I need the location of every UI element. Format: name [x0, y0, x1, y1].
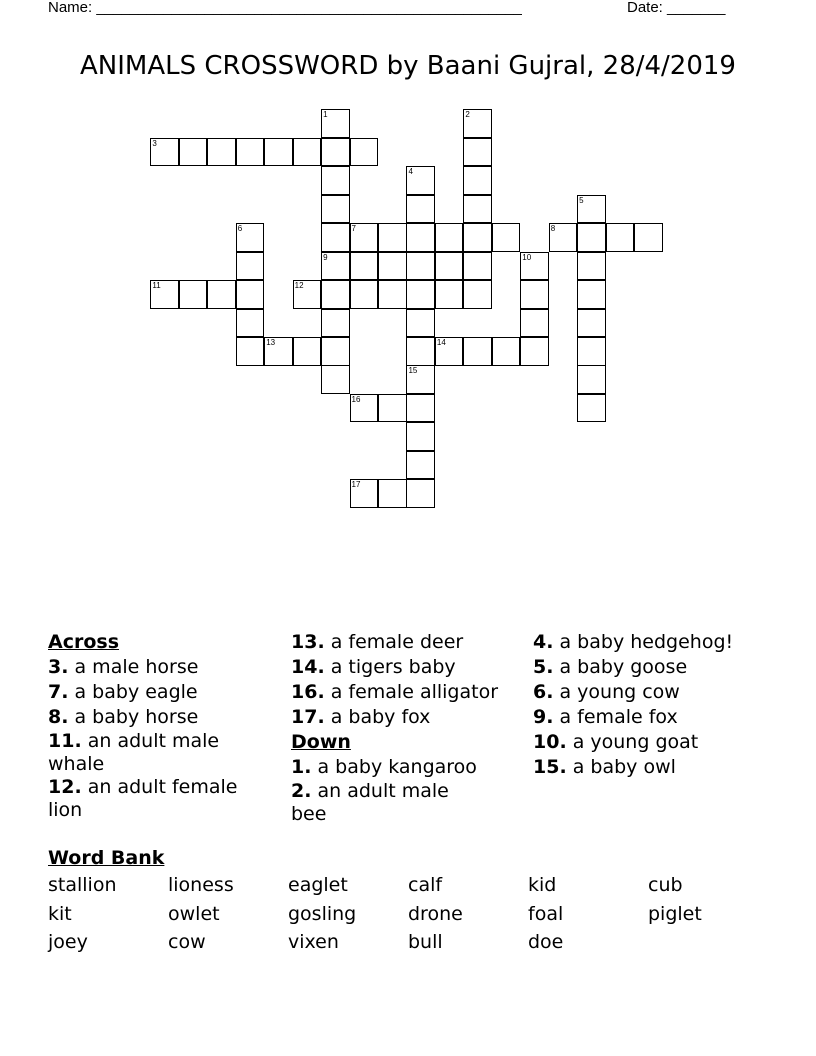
crossword-cell[interactable]: [321, 252, 350, 281]
crossword-cell[interactable]: [520, 309, 549, 338]
clue-text: a female alligator: [330, 681, 499, 703]
clue-across-7: [48, 680, 278, 705]
clue-text: a baby hedgehog!: [559, 631, 734, 653]
clue-text: an adult male whale: [48, 730, 220, 775]
clue-number: 6.: [533, 681, 554, 703]
word-bank-item: calf: [408, 874, 443, 896]
crossword-cell[interactable]: [463, 166, 492, 195]
clue-number: 5.: [533, 656, 554, 678]
clue-number-label: 14: [436, 338, 446, 347]
clue-number-label: 17: [351, 480, 361, 490]
crossword-cell[interactable]: [293, 280, 322, 309]
crossword-cell[interactable]: [463, 138, 492, 167]
clue-number: 16.: [291, 681, 325, 703]
crossword-cell[interactable]: [321, 166, 350, 195]
clue-text: a baby owl: [572, 756, 676, 778]
clue-down-5: [533, 655, 793, 680]
word-bank-item: piglet: [648, 903, 702, 925]
crossword-cell[interactable]: [293, 138, 322, 167]
crossword-cell[interactable]: [463, 109, 492, 138]
crossword-cell[interactable]: [406, 479, 435, 508]
clue-text: a baby horse: [74, 706, 199, 728]
clue-number: 15.: [533, 756, 567, 778]
clue-text: a baby goose: [559, 656, 688, 678]
clue-across-13: [291, 630, 526, 655]
clue-number-label: 6: [237, 224, 243, 234]
crossword-cell[interactable]: [520, 252, 549, 281]
crossword-cell[interactable]: [577, 337, 606, 366]
clue-number-label: 8: [550, 224, 556, 234]
word-bank-item: lioness: [168, 874, 234, 896]
clue-number-label: 1: [323, 110, 328, 120]
clue-text: a baby kangaroo: [317, 756, 477, 778]
crossword-cell[interactable]: [406, 337, 435, 366]
crossword-cell[interactable]: [406, 166, 435, 195]
crossword-cell[interactable]: [406, 252, 435, 281]
crossword-cell[interactable]: [350, 394, 379, 423]
crossword-cell[interactable]: [406, 195, 435, 224]
clue-text: a female fox: [559, 706, 678, 728]
crossword-cell[interactable]: [321, 365, 350, 394]
crossword-cell[interactable]: [577, 195, 606, 224]
clue-number-label: 11: [152, 281, 161, 291]
crossword-cell[interactable]: [378, 280, 407, 309]
crossword-cell[interactable]: [520, 280, 549, 309]
clue-text: a male horse: [74, 656, 199, 678]
crossword-cell[interactable]: [150, 280, 179, 309]
word-bank-item: bull: [408, 931, 443, 953]
word-bank-item: doe: [528, 931, 564, 953]
name-line[interactable]: Name: ___________________________________________________: [48, 0, 522, 16]
crossword-cell[interactable]: [293, 337, 322, 366]
word-bank-item: eaglet: [288, 874, 348, 896]
crossword-cell[interactable]: [435, 252, 464, 281]
clue-across-17: [291, 705, 526, 730]
crossword-cell[interactable]: [549, 223, 578, 252]
clue-across-8: [48, 705, 278, 730]
crossword-cell[interactable]: [236, 252, 265, 281]
crossword-cell[interactable]: [435, 223, 464, 252]
clue-down-1: [291, 755, 526, 780]
word-bank-item: stallion: [48, 874, 117, 896]
word-bank-item: gosling: [288, 903, 357, 925]
crossword-cell[interactable]: [321, 337, 350, 366]
crossword-cell[interactable]: [406, 394, 435, 423]
crossword-cell[interactable]: [236, 309, 265, 338]
crossword-cell[interactable]: [179, 138, 208, 167]
clue-text: a baby fox: [330, 706, 431, 728]
clue-across-16: [291, 680, 526, 705]
crossword-cell[interactable]: [577, 223, 606, 252]
clue-number-label: 5: [579, 195, 584, 205]
crossword-cell[interactable]: [435, 280, 464, 309]
clue-number: 14.: [291, 656, 325, 678]
clue-down-2: [291, 780, 481, 826]
clue-text: an adult female lion: [48, 776, 238, 821]
clue-down-9: [533, 705, 793, 730]
crossword-cell[interactable]: [264, 138, 293, 167]
word-bank-heading: Word Bank: [48, 847, 165, 869]
clue-down-15: [533, 755, 793, 780]
crossword-cell[interactable]: [378, 394, 407, 423]
crossword-cell[interactable]: [321, 138, 350, 167]
crossword-cell[interactable]: [236, 223, 265, 252]
crossword-cell[interactable]: [236, 138, 265, 167]
clue-number-label: 12: [294, 281, 304, 291]
clue-number: 11.: [48, 730, 82, 752]
crossword-cell[interactable]: [577, 394, 606, 423]
clues-column-2: [291, 630, 526, 826]
crossword-cell[interactable]: [236, 280, 265, 309]
clue-number-label: 9: [323, 252, 328, 262]
clue-number: 9.: [533, 706, 554, 728]
crossword-cell[interactable]: [577, 280, 606, 309]
word-bank-item: kid: [528, 874, 557, 896]
down-heading: Down: [291, 731, 351, 753]
crossword-cell[interactable]: [321, 280, 350, 309]
crossword-cell[interactable]: [350, 280, 379, 309]
clue-text: a baby eagle: [74, 681, 198, 703]
clue-number-label: 13: [266, 338, 276, 347]
clue-across-11: [48, 730, 248, 776]
clue-number-label: 4: [408, 167, 413, 177]
crossword-cell[interactable]: [378, 479, 407, 508]
crossword-cell[interactable]: [236, 337, 265, 366]
word-bank-item: foal: [528, 903, 564, 925]
crossword-cell[interactable]: [406, 451, 435, 480]
crossword-cell[interactable]: [350, 223, 379, 252]
clue-down-4: [533, 630, 793, 655]
word-bank-item: joey: [48, 931, 88, 953]
clue-across-14: [291, 655, 526, 680]
word-bank-item: drone: [408, 903, 463, 925]
clue-text: a young cow: [559, 681, 680, 703]
clue-number-label: 2: [465, 110, 470, 120]
clue-number: 17.: [291, 706, 325, 728]
crossword-cell[interactable]: [406, 309, 435, 338]
clue-number: 12.: [48, 776, 82, 798]
crossword-cell[interactable]: [435, 337, 464, 366]
clue-text: a female deer: [330, 631, 464, 653]
crossword-cell[interactable]: [406, 280, 435, 309]
crossword-cell[interactable]: [406, 365, 435, 394]
clue-number: 1.: [291, 756, 312, 778]
clue-number: 8.: [48, 706, 69, 728]
clue-text: a young goat: [572, 731, 699, 753]
crossword-cell[interactable]: [463, 252, 492, 281]
crossword-cell[interactable]: [520, 337, 549, 366]
crossword-cell[interactable]: [321, 309, 350, 338]
clue-number: 13.: [291, 631, 325, 653]
crossword-cell[interactable]: [179, 280, 208, 309]
clue-down-10: [533, 730, 793, 755]
clue-number-label: 15: [408, 366, 418, 376]
crossword-cell[interactable]: [577, 365, 606, 394]
clue-down-6: [533, 680, 793, 705]
across-heading: Across: [48, 631, 120, 653]
crossword-cell[interactable]: [150, 138, 179, 167]
word-bank-item: kit: [48, 903, 72, 925]
clue-number-label: 16: [351, 394, 361, 404]
crossword-cell[interactable]: [207, 280, 236, 309]
crossword-cell[interactable]: [350, 138, 379, 167]
clue-text: a tigers baby: [330, 656, 456, 678]
crossword-cell[interactable]: [321, 109, 350, 138]
clue-number: 10.: [533, 731, 567, 753]
crossword-cell[interactable]: [463, 280, 492, 309]
crossword-cell[interactable]: [492, 223, 521, 252]
crossword-cell[interactable]: [492, 337, 521, 366]
crossword-cell[interactable]: [463, 223, 492, 252]
crossword-cell[interactable]: [321, 195, 350, 224]
word-bank-item: cow: [168, 931, 206, 953]
clue-number: 2.: [291, 780, 312, 802]
crossword-cell[interactable]: [634, 223, 663, 252]
crossword-cell[interactable]: [378, 223, 407, 252]
clues-column-3: [533, 630, 793, 780]
clue-across-3: [48, 655, 278, 680]
clue-number: 4.: [533, 631, 554, 653]
clue-number: 3.: [48, 656, 69, 678]
crossword-cell[interactable]: [577, 309, 606, 338]
crossword-cell[interactable]: [463, 337, 492, 366]
crossword-cell[interactable]: [207, 138, 236, 167]
clue-text: an adult male bee: [291, 780, 449, 825]
crossword-cell[interactable]: [606, 223, 635, 252]
clue-number-label: 10: [522, 252, 532, 262]
crossword-cell[interactable]: [378, 252, 407, 281]
clues-column-1: [48, 630, 278, 822]
word-bank-item: cub: [648, 874, 683, 896]
clue-number-label: 7: [351, 224, 356, 234]
crossword-cell[interactable]: [350, 252, 379, 281]
crossword-cell[interactable]: [463, 195, 492, 224]
crossword-cell[interactable]: [577, 252, 606, 281]
clue-number-label: 3: [152, 138, 157, 148]
crossword-cell[interactable]: [264, 337, 293, 366]
date-line[interactable]: Date: _______: [627, 0, 726, 16]
clue-across-12: [48, 776, 263, 822]
crossword-cell[interactable]: [406, 422, 435, 451]
crossword-cell[interactable]: [406, 223, 435, 252]
word-bank-item: owlet: [168, 903, 220, 925]
clue-number: 7.: [48, 681, 69, 703]
crossword-cell[interactable]: [321, 223, 350, 252]
word-bank-item: vixen: [288, 931, 339, 953]
page-title: ANIMALS CROSSWORD by Baani Gujral, 28/4/2019: [80, 51, 736, 81]
crossword-cell[interactable]: [350, 479, 379, 508]
